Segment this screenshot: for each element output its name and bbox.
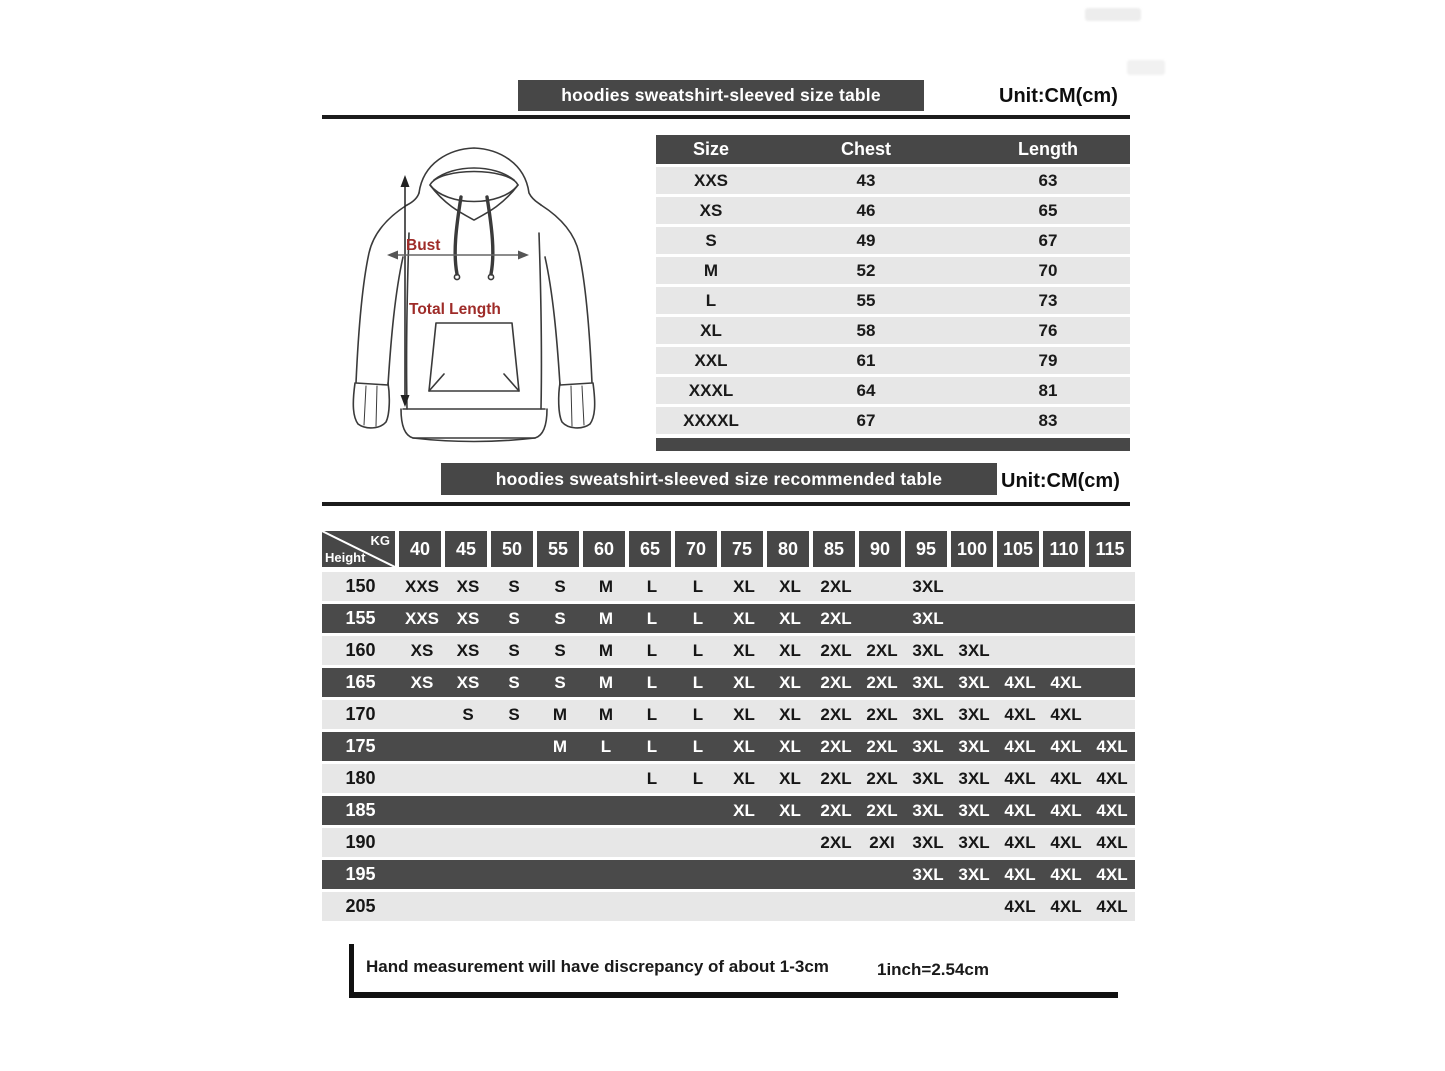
size-recommendation-cell: 4XL bbox=[1050, 768, 1082, 788]
size-value: XXL bbox=[694, 350, 728, 370]
weight-header-cell: 75 bbox=[721, 531, 763, 567]
chest-value: 64 bbox=[856, 380, 876, 400]
size-recommendation-cell bbox=[399, 732, 445, 761]
size-recommendation-cell bbox=[537, 764, 583, 793]
hoodie-diagram bbox=[333, 133, 615, 460]
size-recommendation-cell bbox=[721, 892, 767, 921]
weight-header-cell: 100 bbox=[951, 531, 993, 567]
right-sleeve bbox=[541, 205, 592, 385]
size-recommendation-cell bbox=[859, 860, 905, 889]
size-recommendation-cell: 3XL bbox=[912, 800, 944, 820]
size-recommendation-cell: 4XL bbox=[1096, 736, 1128, 756]
size-recommendation-cell: L bbox=[692, 608, 704, 628]
size-recommendation-cell: S bbox=[508, 608, 520, 628]
size-recommendation-cell bbox=[951, 572, 997, 601]
size-recommendation-cell: XL bbox=[779, 576, 801, 596]
weight-header-cell: 40 bbox=[399, 531, 441, 567]
size-recommendation-cell bbox=[629, 796, 675, 825]
size-value: XXS bbox=[693, 170, 729, 190]
size-recommendation-cell bbox=[675, 796, 721, 825]
size-recommendation-cell: XS bbox=[456, 640, 480, 660]
size-recommendation-cell: 3XL bbox=[912, 576, 944, 596]
size-recommendation-cell: L bbox=[692, 704, 704, 724]
size-recommendation-cell: 3XL bbox=[958, 864, 990, 884]
chest-value: 43 bbox=[856, 170, 876, 190]
corner-kg-label: KG bbox=[370, 533, 390, 548]
size-recommendation-cell bbox=[491, 892, 537, 921]
size-recommendation-cell: 2XL bbox=[866, 672, 898, 692]
size-recommendation-cell: 2XL bbox=[820, 672, 852, 692]
recommended-table-body bbox=[322, 572, 1135, 921]
size-recommendation-cell: 2XI bbox=[869, 832, 895, 852]
size-recommendation-cell: 4XL bbox=[1050, 704, 1082, 724]
hood-opening bbox=[430, 172, 518, 202]
size-recommendation-cell: 4XL bbox=[1004, 704, 1036, 724]
size-recommendation-cell: XXS bbox=[404, 576, 440, 596]
size-recommendation-cell: XL bbox=[733, 576, 755, 596]
length-value: 81 bbox=[1038, 380, 1058, 400]
size-recommendation-cell: M bbox=[598, 672, 614, 692]
length-value: 63 bbox=[1038, 170, 1058, 190]
size-recommendation-cell: M bbox=[552, 704, 568, 724]
size-recommendation-cell bbox=[1043, 604, 1089, 633]
weight-header-cell: 105 bbox=[997, 531, 1039, 567]
inch-conversion-note: 1inch=2.54cm bbox=[877, 960, 989, 979]
size-recommendation-cell: XS bbox=[456, 608, 480, 628]
size-recommendation-cell bbox=[583, 764, 629, 793]
length-value: 83 bbox=[1038, 410, 1058, 430]
size-recommendation-cell bbox=[583, 828, 629, 857]
size-recommendation-cell: XL bbox=[779, 800, 801, 820]
left-cuff bbox=[353, 383, 389, 428]
size-recommendation-cell: XL bbox=[779, 640, 801, 660]
size-recommendation-cell: XL bbox=[779, 608, 801, 628]
size-recommendation-cell: XS bbox=[456, 672, 480, 692]
size-recommendation-cell: 2XL bbox=[820, 832, 852, 852]
recommended-table-title-bar bbox=[441, 463, 997, 495]
left-drawstring bbox=[455, 197, 461, 274]
size-recommendation-cell: S bbox=[508, 576, 520, 596]
size-recommendation-cell: L bbox=[646, 672, 658, 692]
size-recommendation-cell: M bbox=[552, 736, 568, 756]
size-recommendation-cell bbox=[859, 572, 905, 601]
size-recommendation-cell bbox=[445, 892, 491, 921]
weight-header-cell: 115 bbox=[1089, 531, 1131, 567]
size-recommendation-cell: 3XL bbox=[912, 768, 944, 788]
size-recommendation-cell bbox=[721, 828, 767, 857]
weight-header-cell: 55 bbox=[537, 531, 579, 567]
size-recommendation-cell: L bbox=[646, 768, 658, 788]
size-recommendation-cell bbox=[399, 796, 445, 825]
size-recommendation-cell bbox=[997, 604, 1043, 633]
right-drawstring bbox=[487, 197, 493, 274]
size-recommendation-cell: 2XL bbox=[866, 800, 898, 820]
measurement-disclaimer: Hand measurement will have discrepancy of about 1-3cm bbox=[366, 957, 829, 976]
recommended-row bbox=[322, 892, 1135, 921]
recommended-row bbox=[322, 604, 1135, 633]
size-recommendation-cell: 4XL bbox=[1096, 800, 1128, 820]
size-recommendation-cell: 3XL bbox=[958, 768, 990, 788]
recommended-row bbox=[322, 764, 1135, 793]
size-table-body bbox=[656, 167, 1130, 434]
size-recommendation-cell bbox=[445, 796, 491, 825]
size-recommendation-cell: L bbox=[646, 576, 658, 596]
size-recommendation-cell: XL bbox=[779, 704, 801, 724]
size-recommendation-cell: 4XL bbox=[1096, 864, 1128, 884]
corner-height-label: Height bbox=[325, 550, 366, 565]
size-recommendation-cell: L bbox=[692, 768, 704, 788]
size-recommendation-cell: 3XL bbox=[958, 640, 990, 660]
size-table-row bbox=[656, 317, 1130, 344]
size-recommendation-cell: 3XL bbox=[958, 736, 990, 756]
size-recommendation-cell: 3XL bbox=[912, 640, 944, 660]
size-recommendation-cell bbox=[491, 732, 537, 761]
size-recommendation-cell: 4XL bbox=[1004, 896, 1036, 916]
size-recommendation-cell: XL bbox=[733, 672, 755, 692]
size-recommendation-cell: L bbox=[646, 640, 658, 660]
total-length-label: Total Length bbox=[409, 301, 501, 318]
size-recommendation-cell: 3XL bbox=[912, 832, 944, 852]
recommended-row bbox=[322, 860, 1135, 889]
size-recommendation-cell: 2XL bbox=[820, 768, 852, 788]
chest-value: 46 bbox=[856, 200, 876, 220]
height-label: 165 bbox=[345, 672, 376, 692]
size-recommendation-cell bbox=[675, 828, 721, 857]
divider-line bbox=[322, 115, 1130, 119]
hood-outline bbox=[419, 148, 541, 205]
recommended-table bbox=[322, 531, 1135, 921]
size-recommendation-cell bbox=[537, 828, 583, 857]
size-recommendation-cell bbox=[537, 892, 583, 921]
scan-artifact bbox=[1127, 60, 1165, 75]
column-header-chest: Chest bbox=[840, 139, 891, 159]
size-recommendation-cell: XL bbox=[733, 640, 755, 660]
size-recommendation-cell: 2XL bbox=[820, 576, 852, 596]
size-recommendation-cell: XS bbox=[410, 672, 434, 692]
size-recommendation-cell: 2XL bbox=[866, 704, 898, 724]
size-recommendation-cell: 4XL bbox=[1050, 864, 1082, 884]
length-value: 67 bbox=[1038, 230, 1058, 250]
size-recommendation-cell bbox=[491, 764, 537, 793]
size-recommendation-cell: 4XL bbox=[1004, 768, 1036, 788]
size-recommendation-cell bbox=[675, 892, 721, 921]
size-recommendation-cell bbox=[445, 732, 491, 761]
height-label: 170 bbox=[345, 704, 376, 724]
size-recommendation-cell: 4XL bbox=[1050, 832, 1082, 852]
size-recommendation-cell bbox=[1089, 700, 1135, 729]
size-recommendation-cell: 3XL bbox=[912, 864, 944, 884]
recommended-table-header-row bbox=[322, 531, 1135, 567]
size-recommendation-cell bbox=[629, 828, 675, 857]
size-recommendation-cell bbox=[721, 860, 767, 889]
size-recommendation-cell: S bbox=[554, 672, 566, 692]
recommended-row bbox=[322, 732, 1135, 761]
recommended-row bbox=[322, 636, 1135, 665]
size-recommendation-cell: XS bbox=[410, 640, 434, 660]
size-recommendation-cell bbox=[399, 892, 445, 921]
size-table-bottom-bar bbox=[656, 438, 1130, 451]
size-recommendation-cell: 4XL bbox=[1004, 736, 1036, 756]
size-recommendation-cell: 2XL bbox=[820, 800, 852, 820]
size-table-header-row bbox=[656, 135, 1130, 164]
size-recommendation-cell bbox=[399, 700, 445, 729]
size-recommendation-cell bbox=[1089, 636, 1135, 665]
size-table-row bbox=[656, 167, 1130, 194]
size-recommendation-cell bbox=[491, 860, 537, 889]
size-table-row bbox=[656, 257, 1130, 284]
size-table-unit: Unit:CM(cm) bbox=[999, 85, 1118, 107]
recommended-row bbox=[322, 796, 1135, 825]
size-recommendation-cell: S bbox=[462, 704, 474, 724]
size-recommendation-cell bbox=[583, 892, 629, 921]
size-recommendation-cell bbox=[1043, 572, 1089, 601]
size-recommendation-cell: 3XL bbox=[958, 832, 990, 852]
kg-height-corner-cell bbox=[322, 531, 395, 567]
size-recommendation-cell: XL bbox=[733, 800, 755, 820]
weight-header-cell: 50 bbox=[491, 531, 533, 567]
weight-header-cell: 65 bbox=[629, 531, 671, 567]
size-table-row bbox=[656, 287, 1130, 314]
length-value: 70 bbox=[1038, 260, 1058, 280]
height-label: 155 bbox=[345, 608, 376, 628]
height-label: 160 bbox=[345, 640, 376, 660]
length-value: 73 bbox=[1038, 290, 1058, 310]
size-recommendation-cell bbox=[1043, 636, 1089, 665]
weight-header-cell: 90 bbox=[859, 531, 901, 567]
size-table bbox=[656, 135, 1130, 451]
size-recommendation-cell: 2XL bbox=[866, 736, 898, 756]
pocket bbox=[429, 323, 519, 391]
size-value: XXXXL bbox=[683, 410, 739, 430]
size-table-row bbox=[656, 347, 1130, 374]
height-label: 205 bbox=[345, 896, 376, 916]
size-recommendation-cell bbox=[859, 892, 905, 921]
size-recommendation-cell bbox=[813, 892, 859, 921]
size-recommendation-cell: 2XL bbox=[866, 640, 898, 660]
size-recommendation-cell bbox=[445, 828, 491, 857]
weight-header-cell: 60 bbox=[583, 531, 625, 567]
size-recommendation-cell: S bbox=[554, 640, 566, 660]
recommended-row bbox=[322, 828, 1135, 857]
size-recommendation-cell bbox=[399, 828, 445, 857]
size-recommendation-cell: L bbox=[646, 736, 658, 756]
size-value: XL bbox=[700, 320, 722, 340]
size-recommendation-cell: L bbox=[692, 736, 704, 756]
chest-value: 58 bbox=[856, 320, 876, 340]
size-table-row bbox=[656, 377, 1130, 404]
size-recommendation-cell: 4XL bbox=[1050, 672, 1082, 692]
divider-line bbox=[322, 502, 1130, 506]
size-recommendation-cell bbox=[399, 860, 445, 889]
size-recommendation-cell bbox=[1089, 604, 1135, 633]
size-recommendation-cell: S bbox=[508, 640, 520, 660]
size-recommendation-cell: 3XL bbox=[958, 800, 990, 820]
height-label: 185 bbox=[345, 800, 376, 820]
size-value: M bbox=[703, 260, 719, 280]
size-recommendation-cell bbox=[537, 796, 583, 825]
size-recommendation-cell: 4XL bbox=[1096, 896, 1128, 916]
size-recommendation-cell: 3XL bbox=[958, 672, 990, 692]
size-recommendation-cell bbox=[951, 604, 997, 633]
size-recommendation-cell: 3XL bbox=[912, 608, 944, 628]
size-recommendation-cell bbox=[813, 860, 859, 889]
size-recommendation-cell: S bbox=[508, 704, 520, 724]
size-recommendation-cell bbox=[905, 892, 951, 921]
size-recommendation-cell: M bbox=[598, 576, 614, 596]
size-table-title-bar bbox=[518, 80, 924, 111]
size-value: S bbox=[705, 230, 717, 250]
size-table-title: hoodies sweatshirt-sleeved size table bbox=[561, 85, 881, 105]
size-recommendation-cell bbox=[859, 604, 905, 633]
length-value: 65 bbox=[1038, 200, 1058, 220]
size-value: L bbox=[705, 290, 717, 310]
size-table-row bbox=[656, 197, 1130, 224]
size-recommendation-cell bbox=[1089, 572, 1135, 601]
size-recommendation-cell bbox=[767, 828, 813, 857]
size-recommendation-cell: S bbox=[508, 672, 520, 692]
size-recommendation-cell: 4XL bbox=[1050, 736, 1082, 756]
size-recommendation-cell bbox=[491, 828, 537, 857]
weight-header-cell: 85 bbox=[813, 531, 855, 567]
size-recommendation-cell bbox=[445, 860, 491, 889]
size-recommendation-cell: 3XL bbox=[958, 704, 990, 724]
recommended-row bbox=[322, 700, 1135, 729]
size-recommendation-cell bbox=[399, 764, 445, 793]
size-recommendation-cell: XL bbox=[733, 704, 755, 724]
weight-header-cells bbox=[395, 531, 1131, 567]
recommended-row bbox=[322, 668, 1135, 697]
height-label: 150 bbox=[345, 576, 376, 596]
size-recommendation-cell: 3XL bbox=[912, 736, 944, 756]
size-recommendation-cell: L bbox=[692, 672, 704, 692]
chest-value: 61 bbox=[856, 350, 876, 370]
weight-header-cell: 95 bbox=[905, 531, 947, 567]
size-recommendation-cell: L bbox=[692, 576, 704, 596]
recommended-table-unit: Unit:CM(cm) bbox=[1001, 470, 1120, 492]
footnote-horizontal-rule bbox=[349, 992, 1118, 998]
length-value: 76 bbox=[1038, 320, 1058, 340]
size-recommendation-cell: 4XL bbox=[1004, 672, 1036, 692]
column-header-length: Length bbox=[1018, 139, 1078, 159]
footnote-vertical-rule bbox=[349, 944, 354, 995]
weight-header-cell: 80 bbox=[767, 531, 809, 567]
size-recommendation-cell bbox=[445, 764, 491, 793]
size-recommendation-cell bbox=[997, 572, 1043, 601]
size-recommendation-cell: XXS bbox=[404, 608, 440, 628]
hem-band bbox=[401, 409, 547, 438]
size-recommendation-cell bbox=[675, 860, 721, 889]
size-recommendation-cell: XL bbox=[733, 736, 755, 756]
size-recommendation-cell bbox=[491, 796, 537, 825]
size-recommendation-cell: M bbox=[598, 640, 614, 660]
size-value: XXXL bbox=[688, 380, 734, 400]
chest-value: 67 bbox=[856, 410, 876, 430]
column-header-size: Size bbox=[692, 139, 730, 159]
chest-value: 55 bbox=[856, 290, 876, 310]
size-recommendation-cell: M bbox=[598, 608, 614, 628]
length-value: 79 bbox=[1038, 350, 1058, 370]
size-recommendation-cell: XL bbox=[733, 608, 755, 628]
size-recommendation-cell: L bbox=[692, 640, 704, 660]
size-value: XS bbox=[699, 200, 723, 220]
size-recommendation-cell: 4XL bbox=[1096, 768, 1128, 788]
body-right-edge bbox=[539, 233, 541, 409]
size-table-row bbox=[656, 227, 1130, 254]
right-cuff bbox=[559, 383, 595, 428]
size-recommendation-cell bbox=[629, 892, 675, 921]
recommended-table-title: hoodies sweatshirt-sleeved size recommended table bbox=[495, 468, 943, 489]
size-recommendation-cell: 4XL bbox=[1004, 832, 1036, 852]
weight-header-cell: 70 bbox=[675, 531, 717, 567]
size-recommendation-cell: 3XL bbox=[912, 672, 944, 692]
size-recommendation-cell bbox=[629, 860, 675, 889]
chest-value: 52 bbox=[856, 260, 876, 280]
weight-header-cell: 45 bbox=[445, 531, 487, 567]
size-recommendation-cell: 2XL bbox=[866, 768, 898, 788]
size-recommendation-cell: 4XL bbox=[1050, 800, 1082, 820]
weight-header-cell: 110 bbox=[1043, 531, 1085, 567]
scan-artifact bbox=[1085, 8, 1141, 21]
size-recommendation-cell bbox=[767, 860, 813, 889]
size-recommendation-cell bbox=[951, 892, 997, 921]
size-recommendation-cell: S bbox=[554, 608, 566, 628]
size-recommendation-cell: 4XL bbox=[1004, 864, 1036, 884]
recommended-row bbox=[322, 572, 1135, 601]
size-recommendation-cell: 2XL bbox=[820, 736, 852, 756]
height-label: 195 bbox=[345, 864, 376, 884]
size-recommendation-cell: 4XL bbox=[1004, 800, 1036, 820]
size-recommendation-cell: L bbox=[600, 736, 612, 756]
bust-label: Bust bbox=[406, 237, 441, 254]
left-sleeve bbox=[356, 205, 407, 385]
height-label: 175 bbox=[345, 736, 376, 756]
size-recommendation-cell bbox=[583, 796, 629, 825]
size-table-row bbox=[656, 407, 1130, 434]
size-recommendation-cell bbox=[1089, 668, 1135, 697]
height-label: 180 bbox=[345, 768, 376, 788]
height-label: 190 bbox=[345, 832, 376, 852]
size-recommendation-cell: 2XL bbox=[820, 608, 852, 628]
chest-value: 49 bbox=[856, 230, 876, 250]
size-recommendation-cell bbox=[583, 860, 629, 889]
size-recommendation-cell bbox=[767, 892, 813, 921]
size-recommendation-cell: XS bbox=[456, 576, 480, 596]
size-recommendation-cell: 2XL bbox=[820, 704, 852, 724]
size-recommendation-cell: 2XL bbox=[820, 640, 852, 660]
size-recommendation-cell: XL bbox=[733, 768, 755, 788]
size-recommendation-cell: XL bbox=[779, 768, 801, 788]
size-recommendation-cell: L bbox=[646, 608, 658, 628]
size-recommendation-cell: L bbox=[646, 704, 658, 724]
size-recommendation-cell: XL bbox=[779, 672, 801, 692]
size-recommendation-cell: XL bbox=[779, 736, 801, 756]
size-recommendation-cell: M bbox=[598, 704, 614, 724]
size-recommendation-cell: 4XL bbox=[1096, 832, 1128, 852]
size-recommendation-cell bbox=[997, 636, 1043, 665]
size-recommendation-cell bbox=[537, 860, 583, 889]
size-recommendation-cell: 3XL bbox=[912, 704, 944, 724]
size-recommendation-cell: S bbox=[554, 576, 566, 596]
body-left-edge bbox=[407, 233, 409, 409]
size-recommendation-cell: 4XL bbox=[1050, 896, 1082, 916]
